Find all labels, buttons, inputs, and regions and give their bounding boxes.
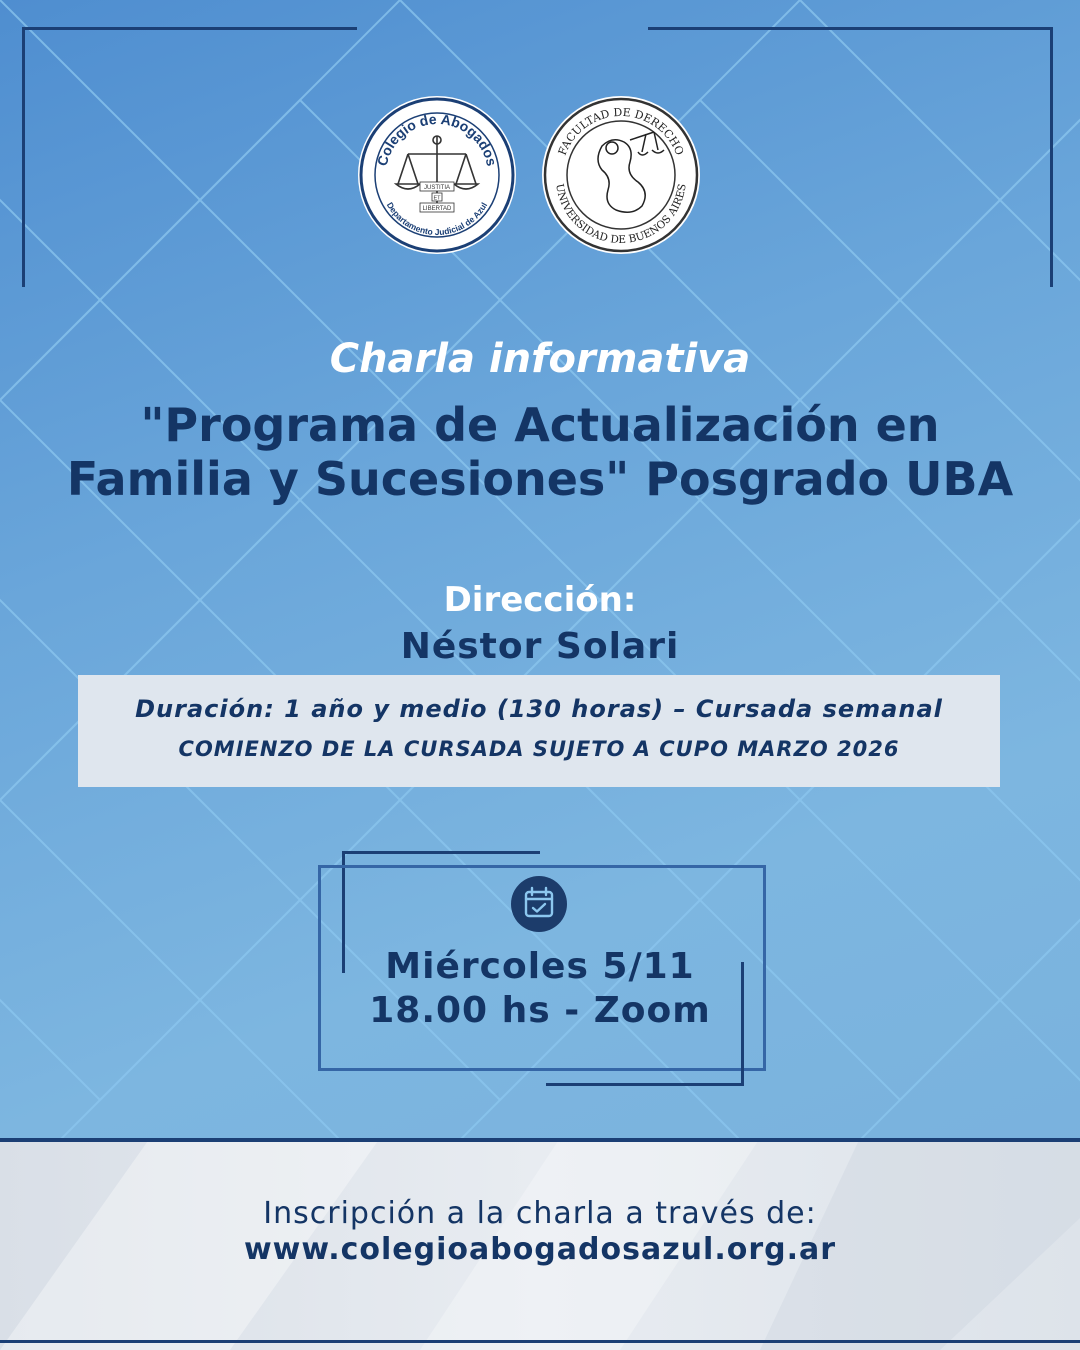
course-info-box xyxy=(78,675,1000,787)
direction-label: Dirección: xyxy=(443,580,637,620)
left-logo-top-text: Colegio de Abogados xyxy=(373,110,501,168)
left-logo-banner-justitia: JUSTITIA xyxy=(423,185,451,191)
left-logo-bottom-text: Departamento Judicial de Azul xyxy=(384,200,490,238)
frame-line-top-right xyxy=(648,27,1053,30)
frame-line-right xyxy=(1050,27,1053,287)
event-title-line-1: "Programa de Actualización en xyxy=(140,398,940,452)
calendar-check-icon xyxy=(511,876,567,932)
event-date: Miércoles 5/11 xyxy=(385,946,695,987)
registration-url-link[interactable]: www.colegioabogadosazul.org.ar xyxy=(243,1232,837,1267)
event-title xyxy=(0,398,1080,506)
registration-footer xyxy=(0,1138,1080,1350)
facultad-derecho-uba-logo xyxy=(542,96,700,254)
event-title-line-2: Familia y Sucesiones" Posgrado UBA xyxy=(66,452,1014,506)
footer-top-border xyxy=(0,1138,1080,1142)
colegio-abogados-logo xyxy=(358,96,516,254)
course-start-note: COMIENZO DE LA CURSADA SUJETO A CUPO MARZO 2026 xyxy=(178,737,900,761)
schedule-frame-bottom-back xyxy=(546,1083,744,1086)
footer-bottom-border xyxy=(0,1340,1080,1343)
registration-label: Inscripción a la charla a través de: xyxy=(263,1196,817,1231)
event-time: 18.00 hs - Zoom xyxy=(369,990,711,1031)
left-logo-banner-libertad: LIBERTAD xyxy=(422,206,452,212)
director-name: Néstor Solari xyxy=(400,626,680,667)
left-logo-banner-et: ET xyxy=(433,195,441,202)
right-logo-top-text: FACULTAD DE DERECHO xyxy=(555,105,687,158)
right-logo-bottom-text: UNIVERSIDAD DE BUENOS AIRES xyxy=(553,182,689,247)
schedule-frame-top-back xyxy=(342,851,540,854)
course-duration: Duración: 1 año y medio (130 horas) – Cursada semanal xyxy=(135,695,943,723)
frame-line-top-left xyxy=(22,27,357,30)
frame-line-left xyxy=(22,27,25,287)
event-subtitle: Charla informativa xyxy=(329,336,751,382)
